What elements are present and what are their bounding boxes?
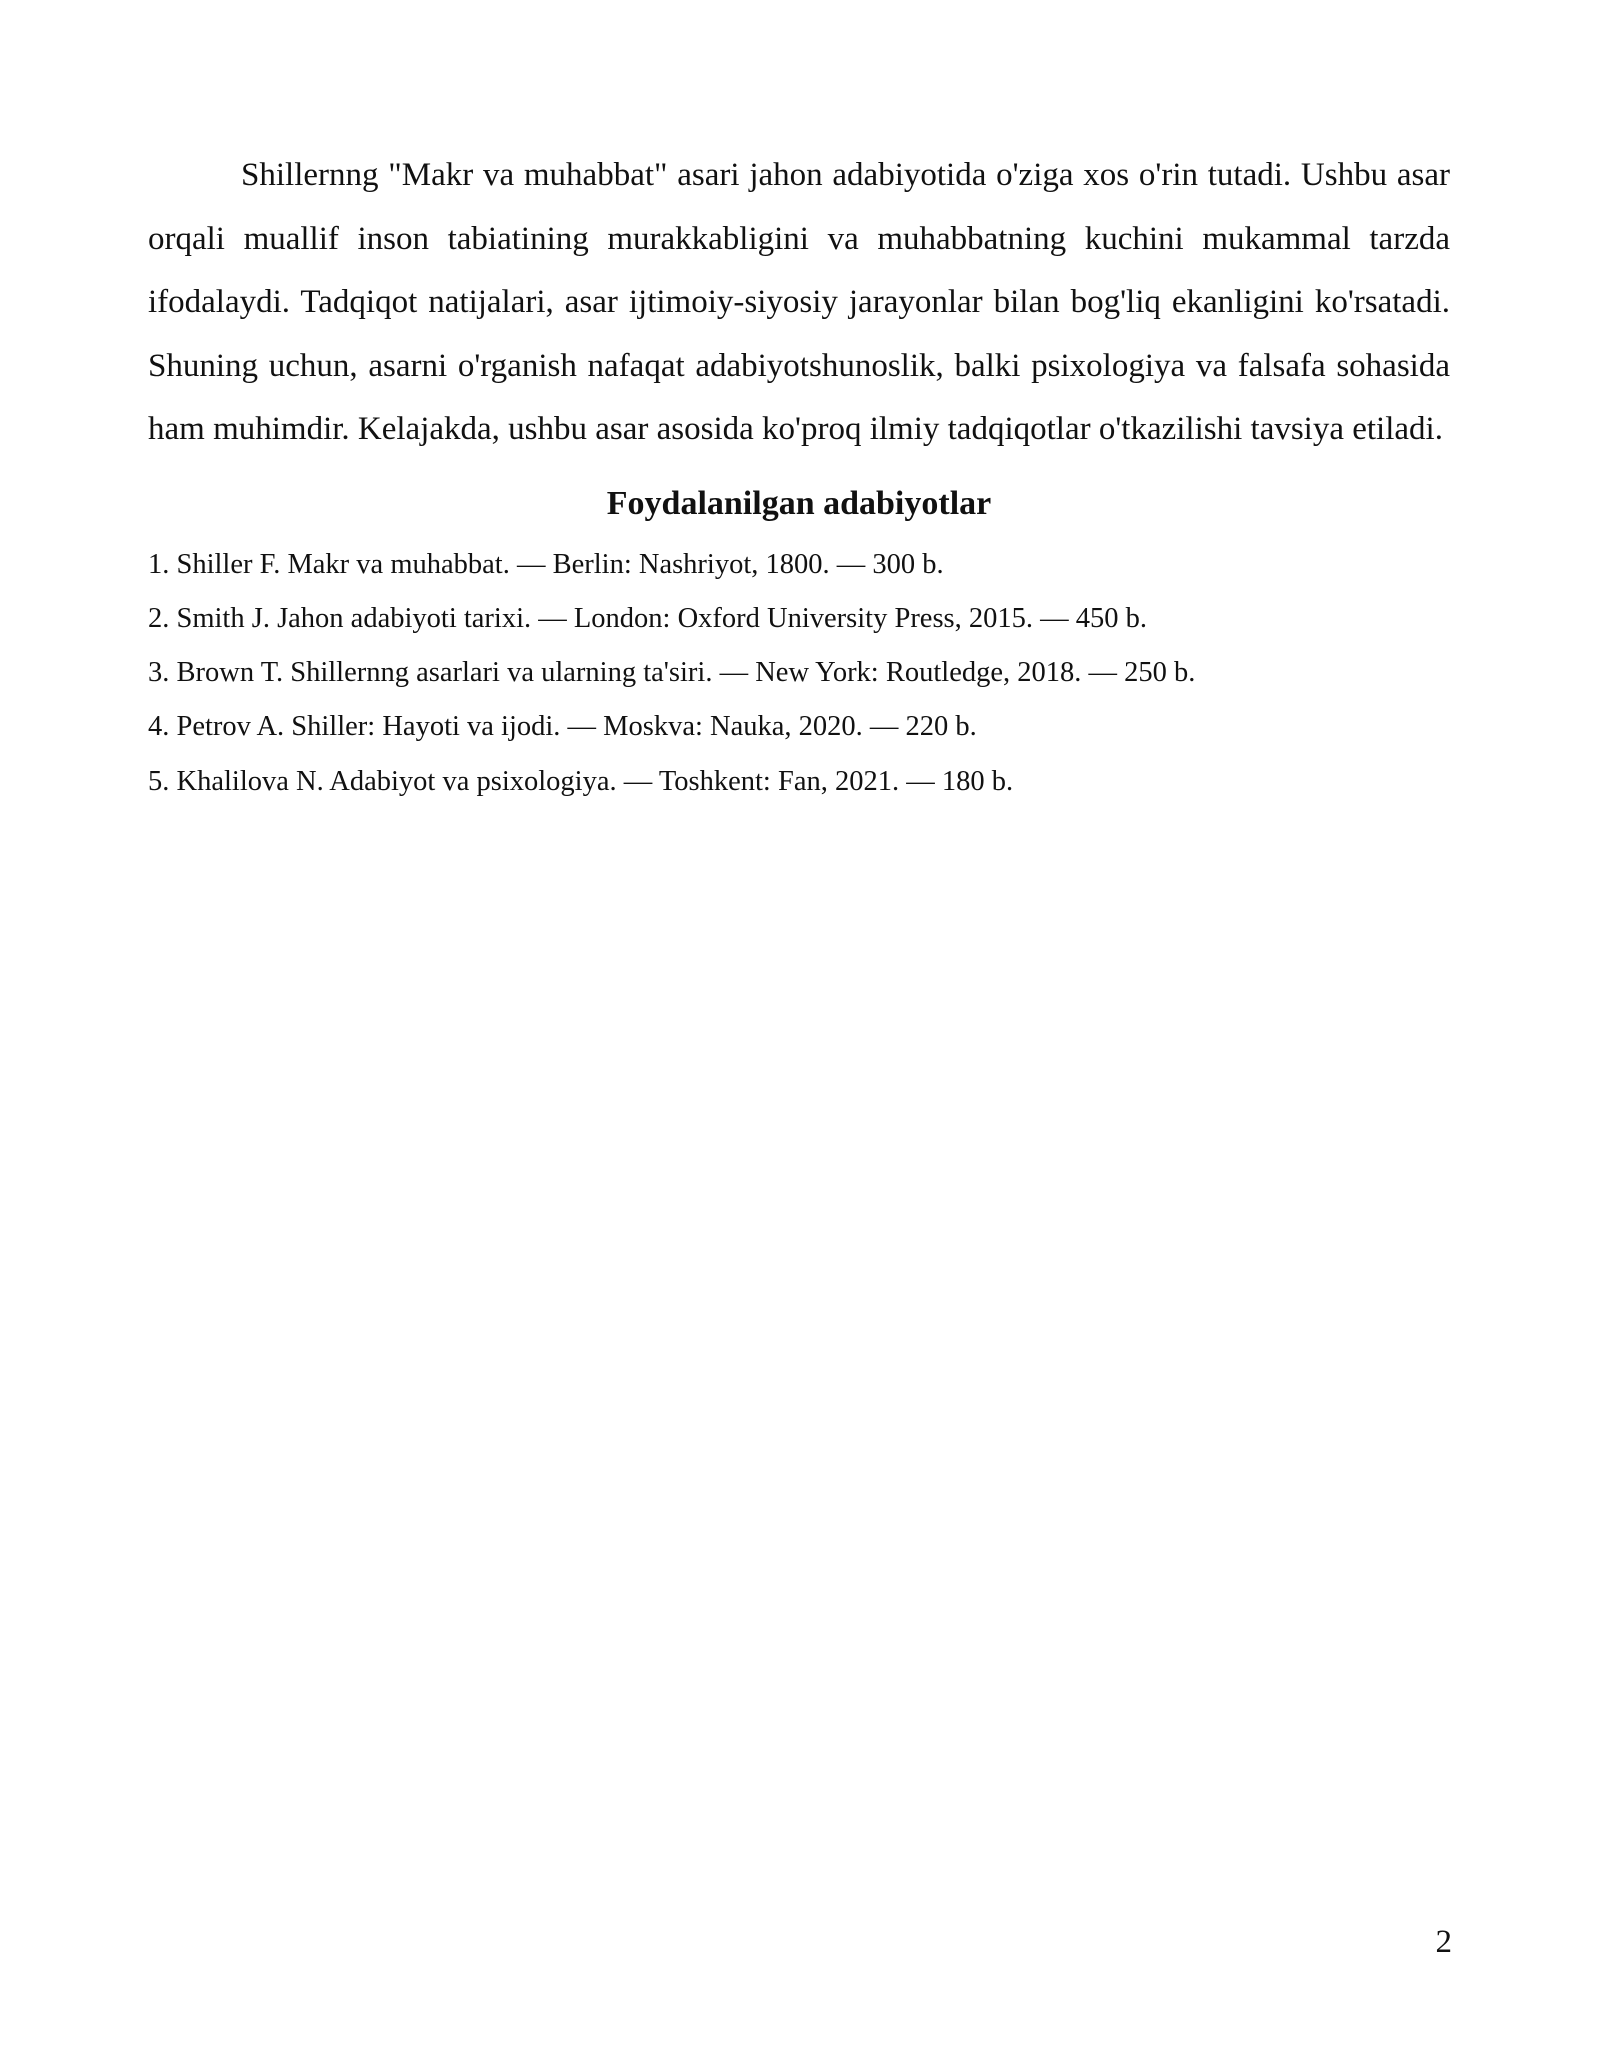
references-heading: Foydalanilgan adabiyotlar bbox=[606, 484, 992, 522]
reference-item: 4. Petrov A. Shiller: Hayoti va ijodi. — Moskva: Nauka, 2020. — 220 b. bbox=[148, 711, 977, 743]
page-content bbox=[148, 144, 1450, 809]
references-list bbox=[148, 538, 1450, 809]
reference-item: 2. Smith J. Jahon adabiyoti tarixi. — London: Oxford University Press, 2015. — 450 b. bbox=[148, 602, 1148, 634]
reference-item: 5. Khalilova N. Adabiyot va psixologiya. — Toshkent: Fan, 2021. — 180 b. bbox=[148, 765, 1014, 797]
reference-item: 1. Shiller F. Makr va muhabbat. — Berlin: Nashriyot, 1800. — 300 b. bbox=[148, 548, 944, 580]
reference-item: 3. Brown T. Shillernng asarlari va ularning ta'siri. — New York: Routledge, 2018. — 250 b. bbox=[148, 657, 1196, 689]
page-number: 2 bbox=[1435, 1924, 1452, 1960]
conclusion-paragraph: Shillernng "Makr va muhabbat" asari jahon adabiyotida o'ziga xos o'rin tutadi. Ushbu asar orqali muallif inson tabiatining murakkabligini va muhabbatning kuchini mukammal tarzda ifodalaydi. Tadqiqot natijalari, asar ijtimoiy-siyosiy jarayonlar bilan bog'liq ekanligini ko'rsatadi. Shuning uchun, asarni o'rganish nafaqat adabiyotshunoslik, balki psixologiya va falsafa sohasida ham muhimdir. Kelajakda, ushbu asar asosida ko'proq ilmiy tadqiqotlar o'tkazilishi tavsiya etiladi. bbox=[148, 157, 1450, 447]
